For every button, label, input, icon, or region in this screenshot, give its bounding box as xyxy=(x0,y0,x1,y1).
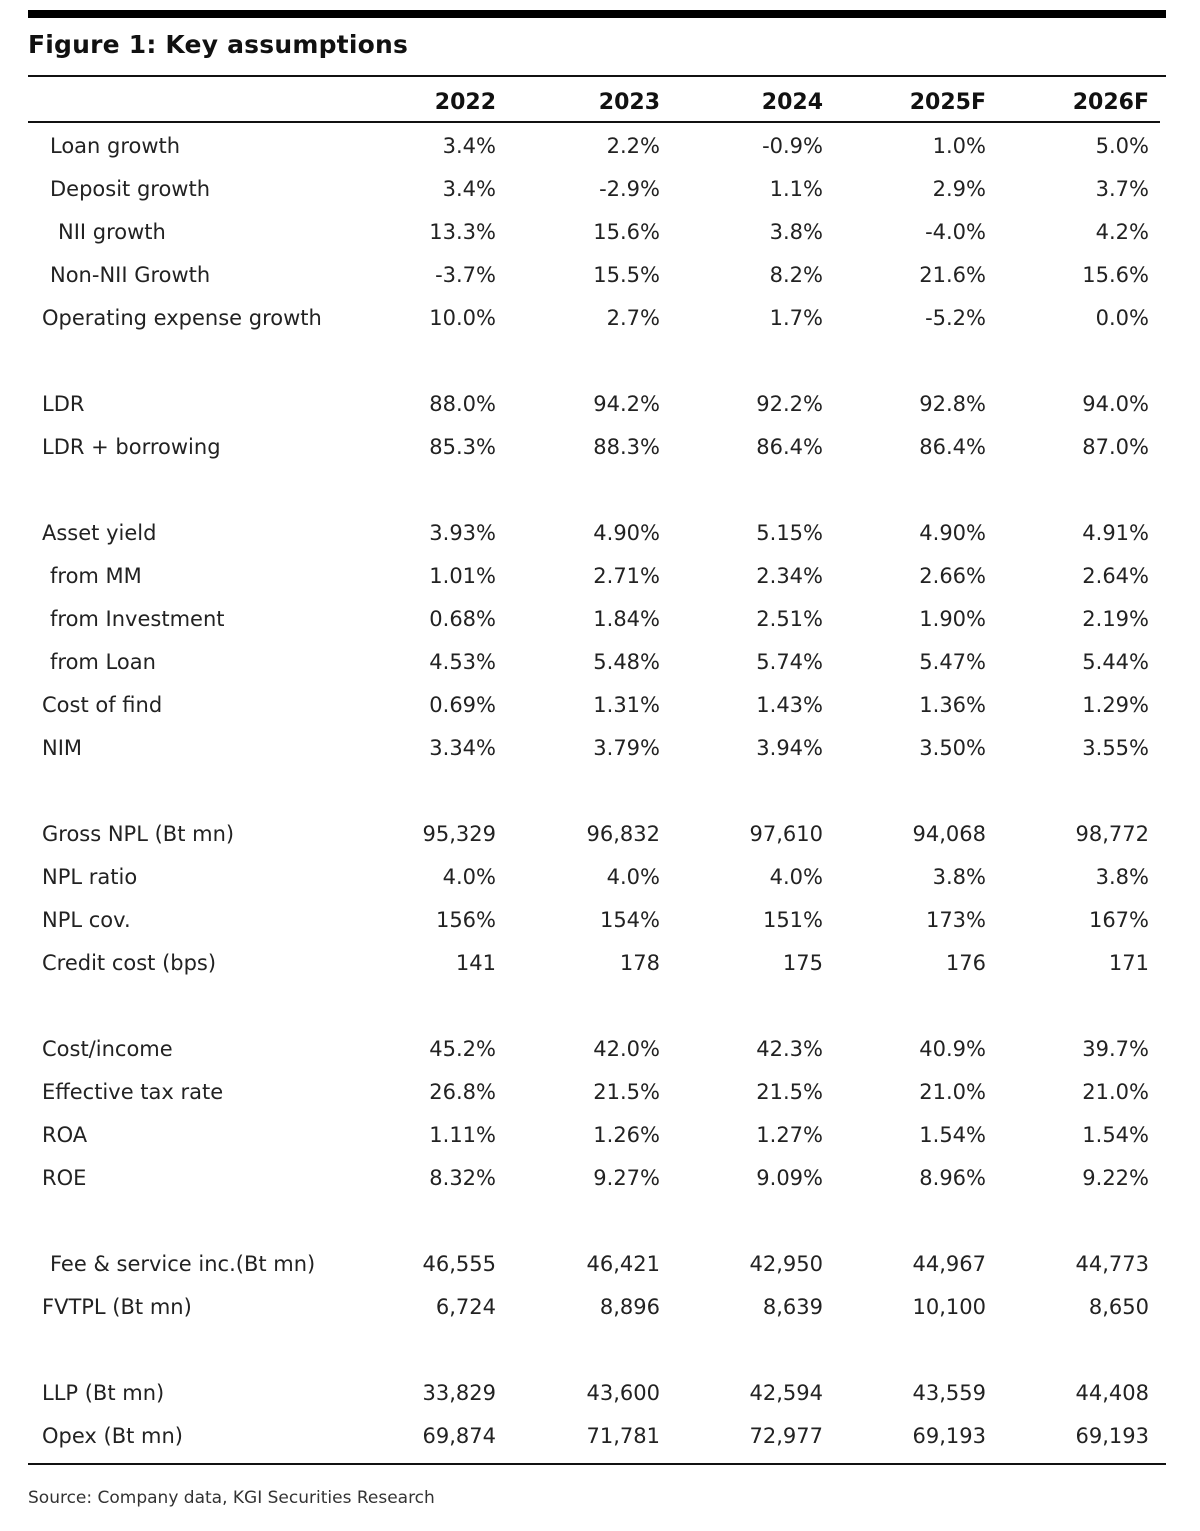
table-cell: 15.5% xyxy=(593,263,660,287)
table-cell: 1.36% xyxy=(919,693,986,717)
table-cell: 1.54% xyxy=(919,1123,986,1147)
table-cell: 2.64% xyxy=(1082,564,1149,588)
row-label: LDR + borrowing xyxy=(42,435,221,459)
table-cell: 10,100 xyxy=(912,1295,986,1319)
table-cell: 4.90% xyxy=(593,521,660,545)
row-label: Gross NPL (Bt mn) xyxy=(42,822,235,846)
table-cell: 95,329 xyxy=(422,822,496,846)
table-row xyxy=(0,169,1200,212)
table-cell: 72,977 xyxy=(749,1424,823,1448)
row-label: Loan growth xyxy=(50,134,181,158)
table-cell: 4.91% xyxy=(1082,521,1149,545)
table-cell: 3.8% xyxy=(769,220,823,244)
table-cell: 69,193 xyxy=(1075,1424,1149,1448)
table-row xyxy=(0,728,1200,771)
table-cell: 173% xyxy=(925,908,986,932)
table-row xyxy=(0,298,1200,341)
row-label: from Loan xyxy=(50,650,156,674)
table-cell: 46,555 xyxy=(422,1252,496,1276)
table-cell: -0.9% xyxy=(762,134,823,158)
table-cell: 1.1% xyxy=(769,177,823,201)
table-cell: 4.2% xyxy=(1095,220,1149,244)
table-cell: 4.0% xyxy=(606,865,660,889)
table-cell: 171 xyxy=(1108,951,1149,975)
table-cell: 3.4% xyxy=(442,134,496,158)
column-header-2025f: 2025F xyxy=(909,90,986,115)
table-cell: 92.2% xyxy=(756,392,823,416)
table-cell: 33,829 xyxy=(422,1381,496,1405)
table-cell: 5.44% xyxy=(1082,650,1149,674)
table-cell: 94.0% xyxy=(1082,392,1149,416)
row-label: Asset yield xyxy=(42,521,157,545)
table-cell: 4.90% xyxy=(919,521,986,545)
row-label: NPL cov. xyxy=(42,908,131,932)
table-cell: 1.31% xyxy=(593,693,660,717)
table-cell: 151% xyxy=(762,908,823,932)
table-cell: 3.8% xyxy=(932,865,986,889)
row-label: from Investment xyxy=(50,607,225,631)
table-row xyxy=(0,1244,1200,1287)
row-label: Fee & service inc.(Bt mn) xyxy=(50,1252,316,1276)
table-cell: 44,408 xyxy=(1075,1381,1149,1405)
top-rule xyxy=(28,10,1166,18)
table-cell: 4.53% xyxy=(429,650,496,674)
table-cell: 1.11% xyxy=(429,1123,496,1147)
table-cell: 175 xyxy=(782,951,823,975)
group-spacer xyxy=(0,771,1200,814)
figure-title: Figure 1: Key assumptions xyxy=(28,30,409,59)
table-cell: 1.90% xyxy=(919,607,986,631)
table-cell: 40.9% xyxy=(919,1037,986,1061)
table-cell: -3.7% xyxy=(435,263,496,287)
table-cell: 96,832 xyxy=(586,822,660,846)
table-cell: 6,724 xyxy=(435,1295,496,1319)
table-cell: 1.0% xyxy=(932,134,986,158)
table-cell: 86.4% xyxy=(919,435,986,459)
row-label: Cost of find xyxy=(42,693,163,717)
row-label: Effective tax rate xyxy=(42,1080,224,1104)
table-cell: 94.2% xyxy=(593,392,660,416)
table-cell: 88.3% xyxy=(593,435,660,459)
table-row xyxy=(0,427,1200,470)
table-cell: 44,773 xyxy=(1075,1252,1149,1276)
table-cell: 3.7% xyxy=(1095,177,1149,201)
column-header-2023: 2023 xyxy=(598,90,660,115)
table-cell: 5.47% xyxy=(919,650,986,674)
table-row xyxy=(0,685,1200,728)
table-cell: 21.5% xyxy=(756,1080,823,1104)
table-cell: 87.0% xyxy=(1082,435,1149,459)
table-cell: -2.9% xyxy=(599,177,660,201)
group-spacer xyxy=(0,341,1200,384)
table-cell: 8,639 xyxy=(762,1295,823,1319)
table-cell: 69,874 xyxy=(422,1424,496,1448)
row-label: from MM xyxy=(50,564,142,588)
table-cell: 42.3% xyxy=(756,1037,823,1061)
table-cell: 3.55% xyxy=(1082,736,1149,760)
table-cell: 13.3% xyxy=(429,220,496,244)
table-cell: 86.4% xyxy=(756,435,823,459)
header-rule xyxy=(28,121,1160,123)
table-cell: 42.0% xyxy=(593,1037,660,1061)
table-row xyxy=(0,1072,1200,1115)
table-cell: 1.54% xyxy=(1082,1123,1149,1147)
table-cell: 0.68% xyxy=(429,607,496,631)
table-row xyxy=(0,255,1200,298)
table-cell: 21.5% xyxy=(593,1080,660,1104)
table-row xyxy=(0,1373,1200,1416)
title-rule xyxy=(28,75,1166,77)
table-cell: 1.84% xyxy=(593,607,660,631)
table-cell: 3.79% xyxy=(593,736,660,760)
table-cell: 8,650 xyxy=(1088,1295,1149,1319)
table-cell: 4.0% xyxy=(442,865,496,889)
table-cell: 3.93% xyxy=(429,521,496,545)
source-note: Source: Company data, KGI Securities Research xyxy=(28,1488,435,1508)
row-label: ROE xyxy=(42,1166,87,1190)
table-cell: 1.26% xyxy=(593,1123,660,1147)
table-row xyxy=(0,857,1200,900)
table-cell: 21.6% xyxy=(919,263,986,287)
table-cell: 5.0% xyxy=(1095,134,1149,158)
table-row xyxy=(0,1287,1200,1330)
group-spacer xyxy=(0,1201,1200,1244)
table-header-row xyxy=(0,84,1200,124)
table-cell: 2.2% xyxy=(606,134,660,158)
table-cell: 2.9% xyxy=(932,177,986,201)
table-cell: 141 xyxy=(455,951,496,975)
table-cell: 3.4% xyxy=(442,177,496,201)
table-cell: 46,421 xyxy=(586,1252,660,1276)
table-cell: 71,781 xyxy=(586,1424,660,1448)
table-cell: 98,772 xyxy=(1075,822,1149,846)
table-cell: 21.0% xyxy=(919,1080,986,1104)
table-cell: 9.09% xyxy=(756,1166,823,1190)
table-cell: 97,610 xyxy=(749,822,823,846)
table-cell: 15.6% xyxy=(593,220,660,244)
table-cell: 21.0% xyxy=(1082,1080,1149,1104)
table-cell: 1.01% xyxy=(429,564,496,588)
column-header-2022: 2022 xyxy=(434,90,496,115)
row-label: Credit cost (bps) xyxy=(42,951,217,975)
table-cell: 85.3% xyxy=(429,435,496,459)
table-cell: 2.66% xyxy=(919,564,986,588)
row-label: NIM xyxy=(42,736,83,760)
table-cell: 1.43% xyxy=(756,693,823,717)
row-label: LLP (Bt mn) xyxy=(42,1381,165,1405)
table-cell: 8.32% xyxy=(429,1166,496,1190)
table-cell: 167% xyxy=(1088,908,1149,932)
table-cell: 2.51% xyxy=(756,607,823,631)
row-label: Cost/income xyxy=(42,1037,173,1061)
table-cell: 154% xyxy=(599,908,660,932)
table-cell: 44,967 xyxy=(912,1252,986,1276)
table-cell: 42,594 xyxy=(749,1381,823,1405)
row-label: LDR xyxy=(42,392,85,416)
table-cell: 5.74% xyxy=(756,650,823,674)
table-row xyxy=(0,642,1200,685)
table-cell: 0.0% xyxy=(1095,306,1149,330)
table-cell: 2.34% xyxy=(756,564,823,588)
group-spacer xyxy=(0,1330,1200,1373)
table-cell: 9.27% xyxy=(593,1166,660,1190)
table-cell: 69,193 xyxy=(912,1424,986,1448)
table-cell: 42,950 xyxy=(749,1252,823,1276)
table-row xyxy=(0,513,1200,556)
table-cell: 2.19% xyxy=(1082,607,1149,631)
row-label: ROA xyxy=(42,1123,88,1147)
bottom-rule xyxy=(28,1463,1166,1465)
table-cell: 3.8% xyxy=(1095,865,1149,889)
table-row xyxy=(0,1115,1200,1158)
table-cell: 0.69% xyxy=(429,693,496,717)
table-cell: 1.7% xyxy=(769,306,823,330)
table-cell: 5.48% xyxy=(593,650,660,674)
table-cell: 3.50% xyxy=(919,736,986,760)
group-spacer xyxy=(0,986,1200,1029)
table-cell: 15.6% xyxy=(1082,263,1149,287)
table-cell: 92.8% xyxy=(919,392,986,416)
row-label: NII growth xyxy=(58,220,166,244)
group-spacer xyxy=(0,470,1200,513)
table-cell: 178 xyxy=(619,951,660,975)
table-cell: 45.2% xyxy=(429,1037,496,1061)
row-label: Deposit growth xyxy=(50,177,211,201)
table-cell: 5.15% xyxy=(756,521,823,545)
table-cell: 176 xyxy=(945,951,986,975)
table-row xyxy=(0,943,1200,986)
table-row xyxy=(0,1029,1200,1072)
table-cell: 43,600 xyxy=(586,1381,660,1405)
table-cell: 2.7% xyxy=(606,306,660,330)
table-cell: 1.29% xyxy=(1082,693,1149,717)
table-cell: 8.96% xyxy=(919,1166,986,1190)
table-cell: 39.7% xyxy=(1082,1037,1149,1061)
table-cell: 10.0% xyxy=(429,306,496,330)
table-row xyxy=(0,126,1200,169)
table-cell: 1.27% xyxy=(756,1123,823,1147)
table-cell: 43,559 xyxy=(912,1381,986,1405)
table-cell: 8.2% xyxy=(769,263,823,287)
row-label: FVTPL (Bt mn) xyxy=(42,1295,192,1319)
table-cell: 2.71% xyxy=(593,564,660,588)
table-row xyxy=(0,384,1200,427)
table-row xyxy=(0,1158,1200,1201)
row-label: NPL ratio xyxy=(42,865,138,889)
table-row xyxy=(0,556,1200,599)
table-cell: 3.34% xyxy=(429,736,496,760)
table-cell: 3.94% xyxy=(756,736,823,760)
table-row xyxy=(0,900,1200,943)
assumptions-table xyxy=(0,126,1200,1459)
column-header-2026f: 2026F xyxy=(1072,90,1149,115)
table-cell: 88.0% xyxy=(429,392,496,416)
row-label: Non-NII Growth xyxy=(50,263,211,287)
table-cell: 94,068 xyxy=(912,822,986,846)
column-header-2024: 2024 xyxy=(761,90,823,115)
table-row xyxy=(0,599,1200,642)
table-row xyxy=(0,1416,1200,1459)
row-label: Opex (Bt mn) xyxy=(42,1424,183,1448)
table-row xyxy=(0,814,1200,857)
table-cell: -4.0% xyxy=(925,220,986,244)
table-cell: 26.8% xyxy=(429,1080,496,1104)
table-row xyxy=(0,212,1200,255)
table-cell: 8,896 xyxy=(599,1295,660,1319)
row-label: Operating expense growth xyxy=(42,306,322,330)
table-cell: 4.0% xyxy=(769,865,823,889)
table-cell: 156% xyxy=(435,908,496,932)
table-cell: 9.22% xyxy=(1082,1166,1149,1190)
table-cell: -5.2% xyxy=(925,306,986,330)
